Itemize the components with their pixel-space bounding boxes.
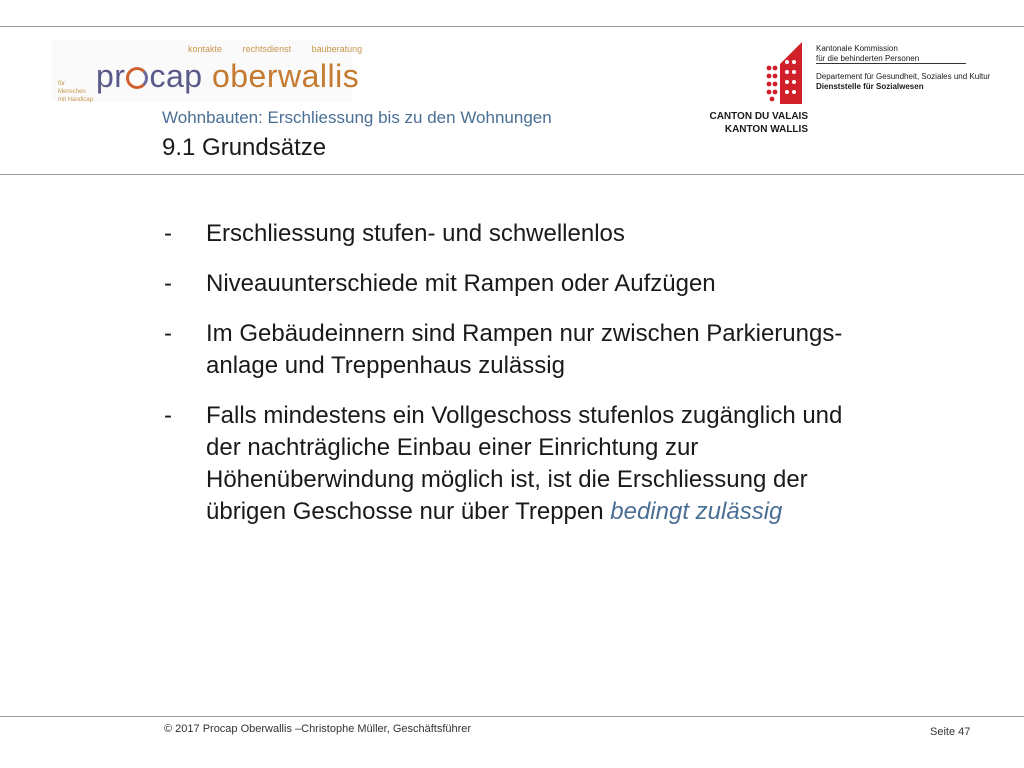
logo-o-ring-icon — [126, 67, 148, 89]
slide-subtitle: Wohnbauten: Erschliessung bis zu den Wohnungen — [162, 108, 552, 127]
commission-line2: für die behinderten Personen — [816, 54, 920, 63]
bullet-marker: - — [164, 220, 172, 247]
bullet-item — [164, 268, 984, 300]
bullet-text-plain: übrigen Geschosse nur über Treppen — [206, 498, 604, 525]
bullet-text-line: Höhenüberwindung möglich ist, ist die Erschliessung der — [206, 466, 808, 493]
logo-name-suffix: oberwallis — [211, 58, 360, 94]
service-bauberatung: bauberatung — [311, 44, 363, 54]
commission-line1: Kantonale Kommission — [816, 44, 898, 53]
logo-name-prefix: pr — [96, 58, 126, 94]
bullet-item — [164, 318, 984, 382]
bullet-highlight: bedingt zulässig — [610, 498, 783, 525]
logo-wordmark — [96, 58, 359, 95]
bullet-marker: - — [164, 402, 172, 429]
office-line: Dienststelle für Sozialwesen — [816, 82, 924, 91]
footer-divider — [0, 716, 1024, 717]
footer-copyright: © 2017 Procap Oberwallis –Christophe Müller, Geschäftsführer — [164, 723, 472, 735]
bullet-text-line — [206, 496, 984, 528]
bullet-item — [164, 218, 984, 250]
logo-name-middle: cap — [149, 58, 203, 94]
service-rechtsdienst: rechtsdienst — [242, 44, 292, 54]
canton-info-divider — [816, 63, 966, 64]
bullet-marker: - — [164, 270, 172, 297]
logo-services — [188, 44, 380, 54]
canton-name-de: KANTON WALLIS — [724, 124, 808, 135]
bullet-text-line: Falls mindestens ein Vollgeschoss stufenlos zugänglich und — [206, 402, 843, 429]
top-divider — [0, 26, 1024, 27]
logo-tagline: für Menschen mit Handicap — [58, 81, 94, 103]
canton-info — [816, 44, 990, 92]
canton-name — [696, 110, 808, 136]
service-kontakte: kontakte — [188, 44, 223, 54]
bullet-marker: - — [164, 320, 172, 347]
bullet-text-line: anlage und Treppenhaus zulässig — [206, 352, 565, 379]
bullet-text: Erschliessung stufen- und schwellenlos — [206, 220, 625, 247]
bullet-text: Niveauunterschiede mit Rampen oder Aufzügen — [206, 270, 716, 297]
bullet-item — [164, 400, 984, 528]
canton-name-fr: CANTON DU VALAIS — [709, 111, 808, 122]
department-line: Departement für Gesundheit, Soziales und Kultur — [816, 72, 991, 81]
bullet-list — [164, 218, 984, 546]
bullet-text-line: der nachträgliche Einbau einer Einrichtung zur — [206, 434, 699, 461]
page-number: Seite 47 — [930, 726, 971, 738]
bullet-text-line: Im Gebäudeinnern sind Rampen nur zwischen Parkierungs- — [206, 320, 843, 347]
canton-flag-icon — [760, 40, 810, 106]
header-divider — [0, 174, 1024, 175]
slide-title: 9.1 Grundsätze — [162, 134, 327, 161]
